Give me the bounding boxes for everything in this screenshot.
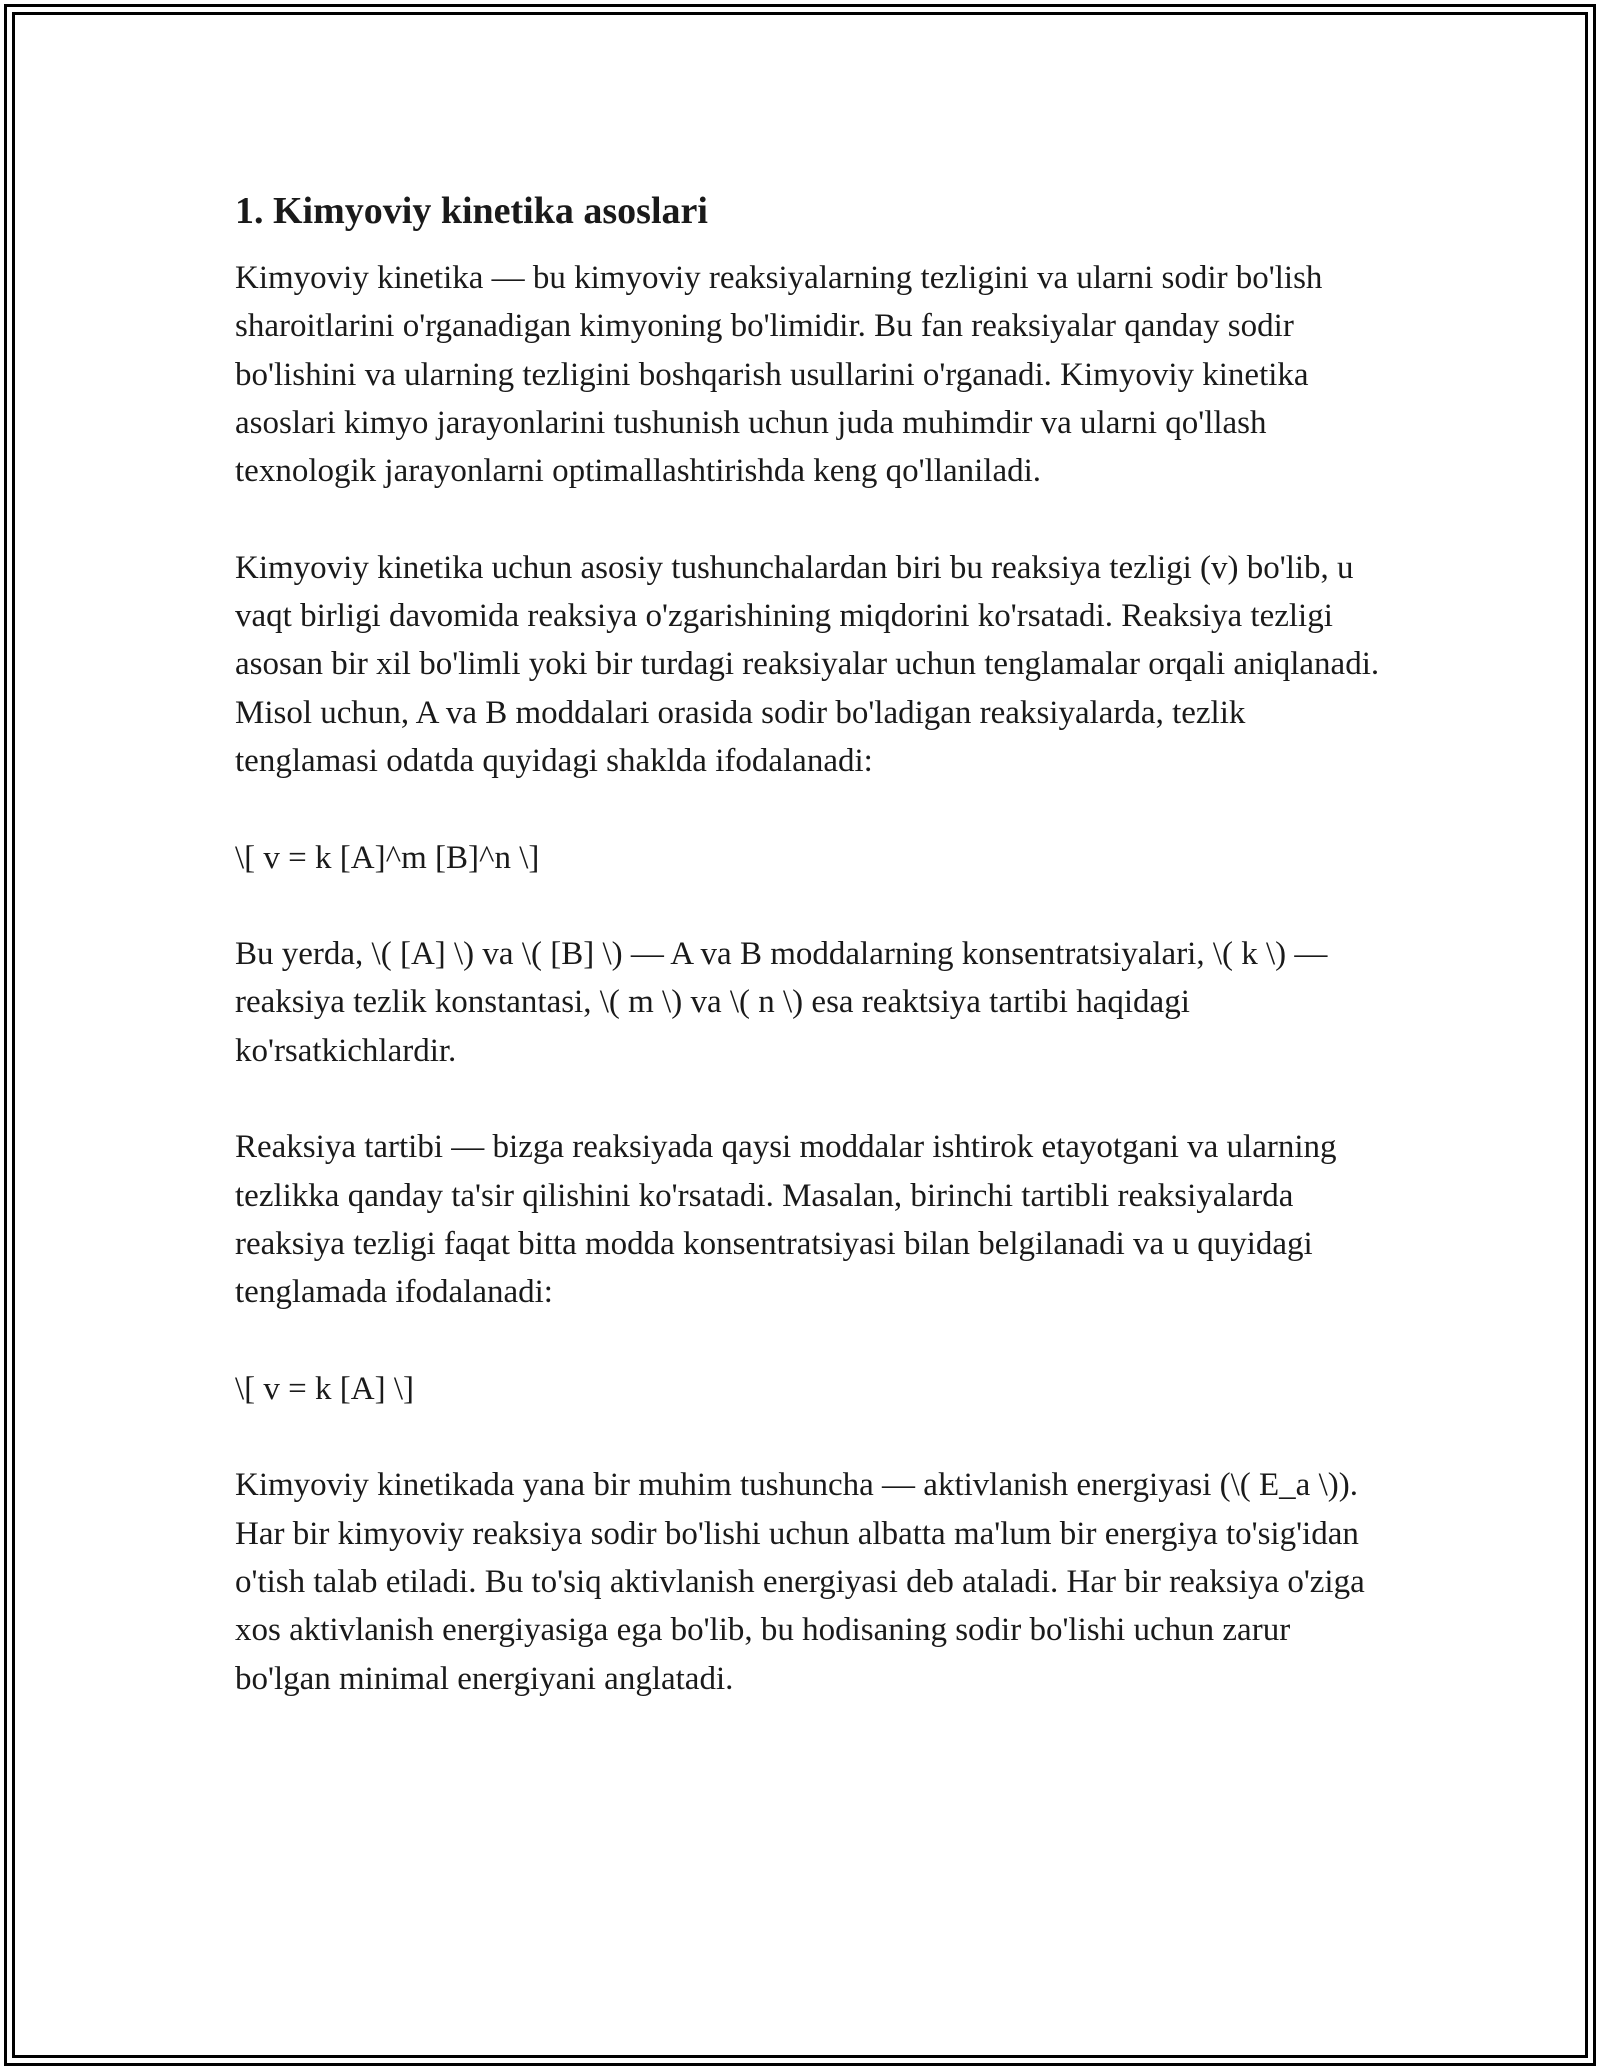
document-body bbox=[235, 186, 1380, 1751]
paragraph-definitions: Bu yerda, \( [A] \) va \( [B] \) — A va B moddalarning konsentratsiyalari, \( k \) — reaksiya tezlik konstantasi, \( m \) va \( n \) esa reaktsiya tartibi haqidagi ko'rsatkichlardir. bbox=[235, 936, 1328, 1069]
paragraph-activation-energy: Kimyoviy kinetikada yana bir muhim tushuncha — aktivlanish energiyasi (\( E_a \)). Har bir kimyoviy reaksiya sodir bo'lishi uchun albatta ma'lum bir energiya to'sig'idan o'tish talab etiladi. Bu to'siq aktivlanish energiyasi deb ataladi. Har bir reaksiya o'ziga xos aktivlanish energiyasiga ega bo'lib, bu hodisaning sodir bo'lishi uchun zarur bo'lgan minimal energiyani anglatadi. bbox=[235, 1467, 1365, 1697]
paragraph-intro: Kimyoviy kinetika — bu kimyoviy reaksiyalarning tezligini va ularni sodir bo'lish sharoitlarini o'rganadigan kimyoning bo'limidir. Bu fan reaksiyalar qanday sodir bo'lishini va ularning tezligini boshqarish usullarini o'rganadi. Kimyoviy kinetika asoslari kimyo jarayonlarini tushunish uchun juda muhimdir va ularni qo'llash texnologik jarayonlarni optimallashtirishda keng qo'llaniladi. bbox=[235, 260, 1323, 490]
formula-first-order: \[ v = k [A] \] bbox=[235, 1370, 414, 1407]
paragraph-reaction-order: Reaksiya tartibi — bizga reaksiyada qaysi moddalar ishtirok etayotgani va ularning tezlikka qanday ta'sir qilishini ko'rsatadi. Masalan, birinchi tartibli reaksiyalarda reaksiya tezligi faqat bitta modda konsentratsiyasi bilan belgilanadi va u quyidagi tenglamada ifodalanadi: bbox=[235, 1129, 1337, 1311]
formula-rate-law: \[ v = k [A]^m [B]^n \] bbox=[235, 839, 540, 876]
section-heading: 1. Kimyoviy kinetika asoslari bbox=[235, 190, 708, 232]
paragraph-reaction-rate: Kimyoviy kinetika uchun asosiy tushunchalardan biri bu reaksiya tezligi (v) bo'lib, u vaqt birligi davomida reaksiya o'zgarishining miqdorini ko'rsatadi. Reaksiya tezligi asosan bir xil bo'limli yoki bir turdagi reaksiyalar uchun tenglamalar orqali aniqlanadi. Misol uchun, A va B moddalari orasida sodir bo'ladigan reaksiyalarda, tezlik tenglamasi odatda quyidagi shaklda ifodalanadi: bbox=[235, 549, 1380, 779]
